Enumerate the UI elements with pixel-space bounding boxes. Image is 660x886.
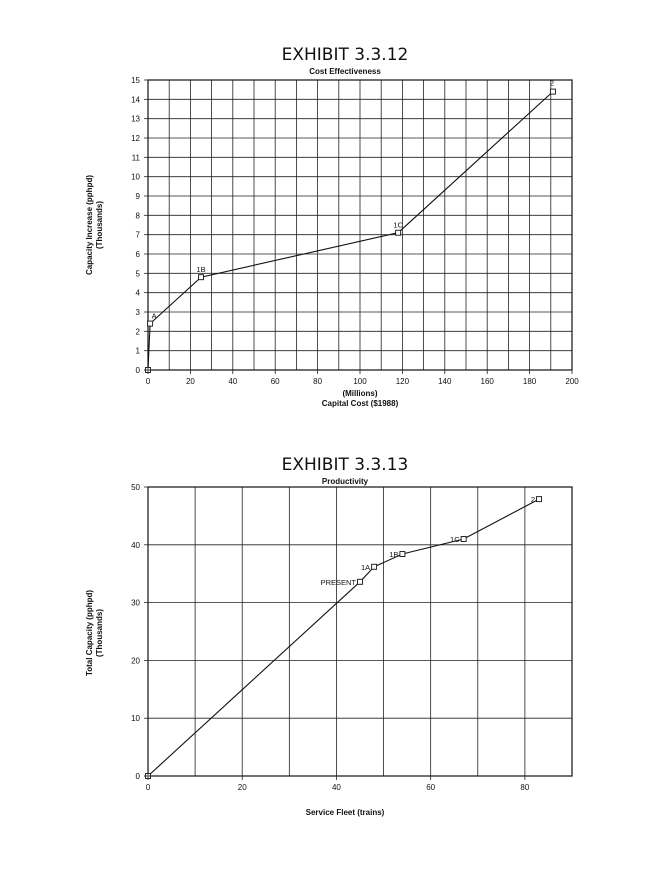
y-tick-label: 0	[135, 366, 140, 375]
y-tick-label: 12	[131, 134, 140, 143]
x-tick-label: 100	[353, 377, 367, 386]
x-tick-labels	[146, 370, 579, 386]
y-tick-label: 4	[135, 288, 140, 298]
exhibit-heading: EXHIBIT 3.3.12	[281, 45, 409, 65]
y-axis-units: (Thousands)	[95, 201, 104, 249]
y-tick-label: 1	[135, 346, 140, 356]
y-tick-label: 8	[135, 211, 140, 221]
x-tick-label: 20	[185, 377, 195, 386]
data-point-label: 2	[549, 78, 555, 88]
y-tick-label: 13	[131, 114, 140, 124]
y-tick-label: 10	[131, 714, 140, 724]
y-tick-label: 11	[131, 153, 140, 163]
data-point-marker	[400, 552, 405, 557]
y-axis-units: (Thousands)	[95, 609, 104, 657]
y-tick-label: 10	[131, 172, 140, 182]
exhibit-heading: EXHIBIT 3.3.13	[281, 455, 409, 475]
data-point-marker	[461, 537, 466, 542]
data-point-label: 1C	[393, 220, 403, 230]
grid-layer	[148, 487, 572, 776]
x-tick-label: 0	[145, 377, 151, 386]
x-axis-units: (Millions)	[342, 389, 378, 398]
data-point-marker	[358, 579, 363, 584]
y-axis-label: Total Capacity (pphpd)	[85, 589, 94, 677]
x-tick-label: 200	[565, 377, 579, 386]
y-tick-label: 14	[131, 95, 140, 105]
y-tick-label: 5	[135, 269, 140, 279]
x-tick-label: 60	[270, 377, 280, 386]
data-layer	[144, 495, 542, 780]
y-tick-label: 7	[135, 230, 140, 240]
series-line	[148, 499, 539, 776]
x-tick-label: 140	[438, 377, 452, 386]
chart-title: Productivity	[321, 477, 369, 486]
x-tick-labels	[146, 776, 530, 792]
y-tick-label: 50	[131, 483, 140, 492]
y-tick-labels	[131, 483, 148, 781]
x-tick-label: 60	[426, 783, 436, 792]
data-point-label: 1C	[450, 535, 460, 545]
data-point-marker	[550, 89, 555, 94]
x-tick-label: 40	[331, 783, 341, 792]
data-point-marker	[148, 321, 153, 326]
series-line	[148, 92, 553, 370]
x-axis-label: Service Fleet (trains)	[305, 808, 385, 817]
x-tick-label: 0	[145, 783, 151, 792]
grid-layer	[148, 80, 572, 370]
x-axis-label: Capital Cost ($1988)	[321, 399, 399, 408]
x-tick-label: 40	[228, 377, 238, 386]
y-tick-label: 15	[131, 76, 140, 85]
y-tick-label: 9	[135, 192, 140, 201]
data-point-label: 2	[530, 495, 536, 505]
data-point-marker	[537, 497, 542, 502]
x-tick-label: 160	[480, 377, 494, 386]
plot-frame	[148, 487, 572, 776]
y-tick-label: 6	[135, 250, 140, 259]
y-tick-labels	[131, 76, 148, 375]
y-tick-label: 40	[131, 540, 140, 550]
y-tick-label: 0	[135, 772, 140, 781]
data-layer	[144, 79, 555, 374]
data-point-label: 1B	[196, 265, 206, 275]
y-tick-label: 30	[131, 598, 140, 608]
x-tick-label: 180	[522, 377, 537, 386]
data-point-label: 1A	[360, 562, 371, 572]
x-tick-label: 120	[395, 377, 410, 386]
y-tick-label: 2	[135, 327, 140, 337]
data-point-label: A	[151, 311, 157, 321]
x-tick-label: 20	[237, 783, 247, 792]
x-tick-label: 80	[520, 783, 530, 792]
data-point-label: 1B	[389, 550, 399, 560]
data-point-label: PRESENT	[320, 577, 356, 587]
data-point-marker	[372, 564, 377, 569]
chart-title: Cost Effectiveness	[309, 67, 381, 76]
data-point-marker	[199, 275, 204, 280]
data-point-marker	[396, 230, 401, 235]
cost-effectiveness-chart	[85, 45, 579, 408]
y-tick-label: 20	[131, 656, 140, 666]
productivity-chart	[85, 455, 572, 817]
y-axis-label: Capacity Increase (pphpd)	[85, 174, 94, 276]
x-tick-label: 80	[313, 377, 323, 386]
y-tick-label: 3	[135, 308, 140, 317]
